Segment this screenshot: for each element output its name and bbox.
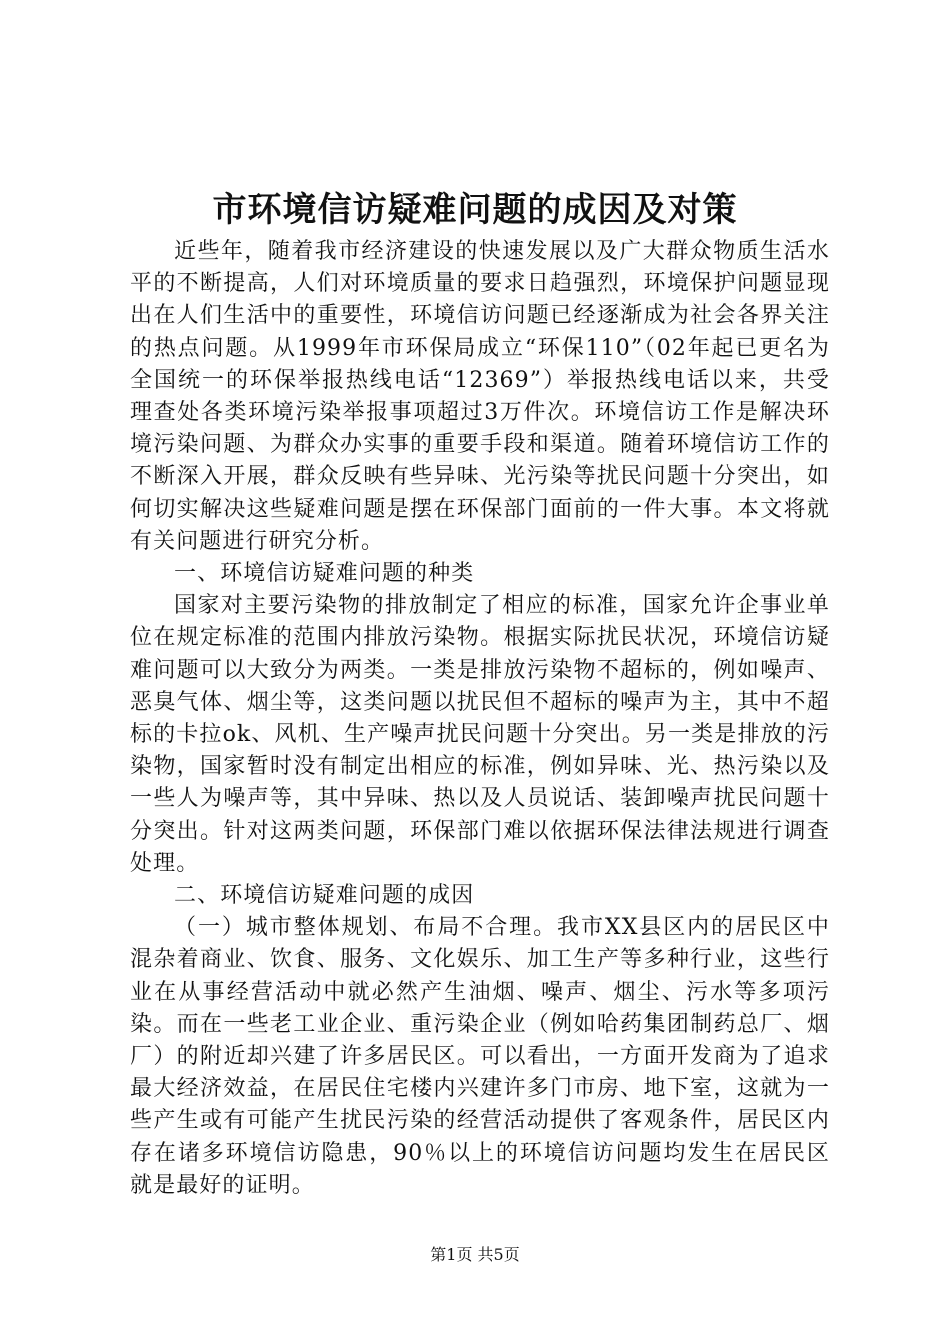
paragraph-intro: 近些年，随着我市经济建设的快速发展以及广大群众物质生活水平的不断提高，人们对环境质量的要求日趋强烈，环境保护问题显现出在人们生活中的重要性，环境信访问题已经逐渐成为社会各界关注的热点问题。从1999年市环保局成立“环保110”（02年起已更名为全国统一的环保举报热线电话“12369”）举报热线电话以来，共受理查处各类环境污染举报事项超过3万件次。环境信访工作是解决环境污染问题、为群众办实事的重要手段和渠道。随着环境信访工作的不断深入开展，群众反映有些异味、光污染等扰民问题十分突出，如何切实解决这些疑难问题是摆在环保部门面前的一件大事。本文将就有关问题进行研究分析。 [130,239,830,554]
paragraph-section-2-1: （一）城市整体规划、布局不合理。我市XX县区内的居民区中混杂着商业、饮食、服务、文化娱乐、加工生产等多种行业，这些行业在从事经营活动中就必然产生油烟、噪声、烟尘、污水等多项污染。而在一些老工业企业、重污染企业（例如哈药集团制药总厂、烟厂）的附近却兴建了许多居民区。可以看出，一方面开发商为了追求最大经济效益，在居民住宅楼内兴建许多门市房、地下室，这就为一些产生或有可能产生扰民污染的经营活动提供了客观条件，居民区内存在诸多环境信访隐患，90％以上的环境信访问题均发生在居民区就是最好的证明。 [130,915,830,1198]
section-heading-2: 二、环境信访疑难问题的成因 [174,883,475,909]
page-footer: 第1页 共5页 [430,1245,520,1264]
document-body [130,236,830,1202]
section-heading-1: 一、环境信访疑难问题的种类 [174,561,475,587]
document-title: 市环境信访疑难问题的成因及对策 [212,190,738,230]
paragraph-section-1: 国家对主要污染物的排放制定了相应的标准，国家允许企事业单位在规定标准的范围内排放污染物。根据实际扰民状况，环境信访疑难问题可以大致分为两类。一类是排放污染物不超标的，例如噪声、恶臭气体、烟尘等，这类问题以扰民但不超标的噪声为主，其中不超标的卡拉ok、风机、生产噪声扰民问题十分突出。另一类是排放的污染物，国家暂时没有制定出相应的标准，例如异味、光、热污染以及一些人为噪声等，其中异味、热以及人员说话、装卸噪声扰民问题十分突出。针对这两类问题，环保部门难以依据环保法律法规进行调查处理。 [130,593,830,876]
